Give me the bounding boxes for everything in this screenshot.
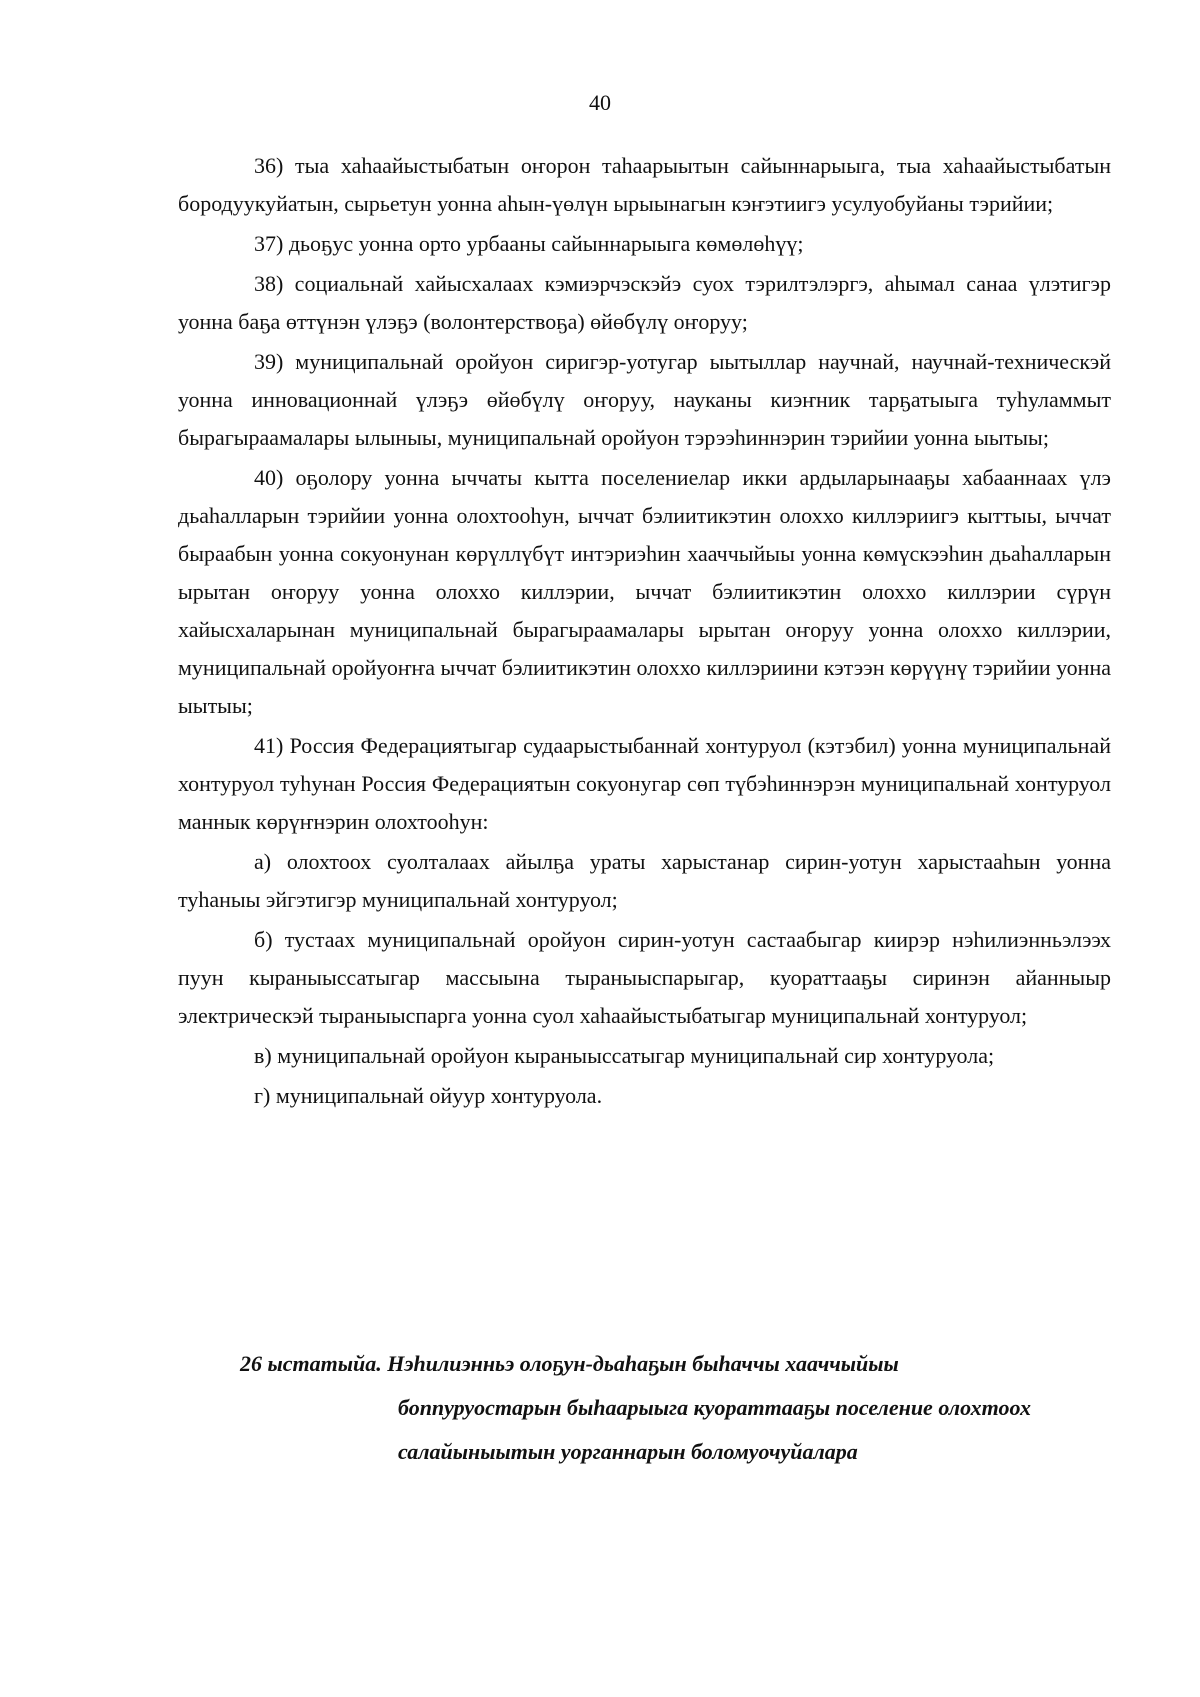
paragraph-37: 37) дьоҕус уонна орто урбааны сайыннарыыга көмөлөһүү; — [254, 231, 804, 256]
article-heading — [240, 1342, 1120, 1474]
document-body — [178, 147, 1111, 1115]
paragraph-40: 40) оҕолору уонна ыччаты кытта поселениелар икки ардыларынааҕы хабааннаах үлэ дьаһалларын тэрийии уонна олохтооһун, ыччат бэлиитикэтин олоххо киллэриигэ кыттыы, ыччат быраабын уонна сокуонунан көрүллүбүт интэриэһин хааччыйыы уонна көмүскээһин дьаһалларын ырытан оҥоруу уонна олоххо киллэрии, ыччат бэлиитикэтин олоххо киллэрии сүрүн хайысхаларынан муниципальнай бырагыраамалары ырытан оҥоруу уонна олоххо киллэрии, муниципальнай оройуоҥҥа ыччат бэлиитикэтин олоххо киллэриини кэтээн көрүүнү тэрийии уонна ыытыы; — [178, 465, 1111, 718]
paragraph-39: 39) муниципальнай оройуон сиригэр-уотугар ыытыллар научнай, научнай-техническэй уонна инновационнай үлэҕэ өйөбүлү оҥоруу, науканы киэҥник тарҕатыыга туһуламмыт бырагыраамалары ылыныы, муниципальнай оройуон тэрээһиннэрин тэрийии уонна ыытыы; — [178, 349, 1111, 450]
paragraph-41: 41) Россия Федерациятыгар судаарыстыбаннай хонтуруол (кэтэбил) уонна муниципальнай хонтуруол туһунан Россия Федерациятын сокуонугар сөп түбэһиннэрэн муниципальнай хонтуруол маннык көрүҥнэрин олохтооһун: — [178, 733, 1111, 834]
paragraph-41-a: а) олохтоох суолталаах айылҕа ураты харыстанар сирин-уотун харыстааһын уонна туһаныы эйгэтигэр муниципальнай хонтуруол; — [178, 849, 1111, 912]
paragraph-38: 38) социальнай хайысхалаах кэмиэрчэскэйэ суох тэрилтэлэргэ, аһымал санаа үлэтигэр уонна баҕа өттүнэн үлэҕэ (волонтерствоҕа) өйөбүлү оҥоруу; — [178, 271, 1111, 334]
paragraph-41-g: г) муниципальнай ойуур хонтуруола. — [254, 1083, 603, 1108]
article-heading-line-3: салайыныытын уорганнарын боломуочуйалара — [398, 1439, 858, 1464]
article-heading-line-2: боппуруостарын быһаарыыга куораттааҕы поселение олохтоох — [398, 1395, 1032, 1420]
article-heading-line-1: 26 ыстатыйа. Нэһилиэнньэ олоҕун-дьаһаҕын быһаччы хааччыйыы — [240, 1351, 899, 1376]
paragraph-41-b: б) тустаах муниципальнай оройуон сирин-уотун састаабыгар киирэр нэһилиэнньэлээх пуун кыраныыссатыгар массыына тыраныыспарыгар, куораттааҕы сиринэн айанныыр электрическэй тыраныыспарга уонна суол хаһаайыстыбатыгар муниципальнай хонтуруол; — [178, 927, 1111, 1028]
page-number: 40 — [589, 90, 611, 115]
paragraph-41-v: в) муниципальнай оройуон кыраныыссатыгар муниципальнай сир хонтуруола; — [254, 1043, 995, 1068]
paragraph-36: 36) тыа хаһаайыстыбатын оҥорон таһаарыытын сайыннарыыга, тыа хаһаайыстыбатын бородуукуйатын, сырьетун уонна аһын-үөлүн ырыынагын кэҥэтиигэ усулуобуйаны тэрийии; — [178, 153, 1111, 216]
